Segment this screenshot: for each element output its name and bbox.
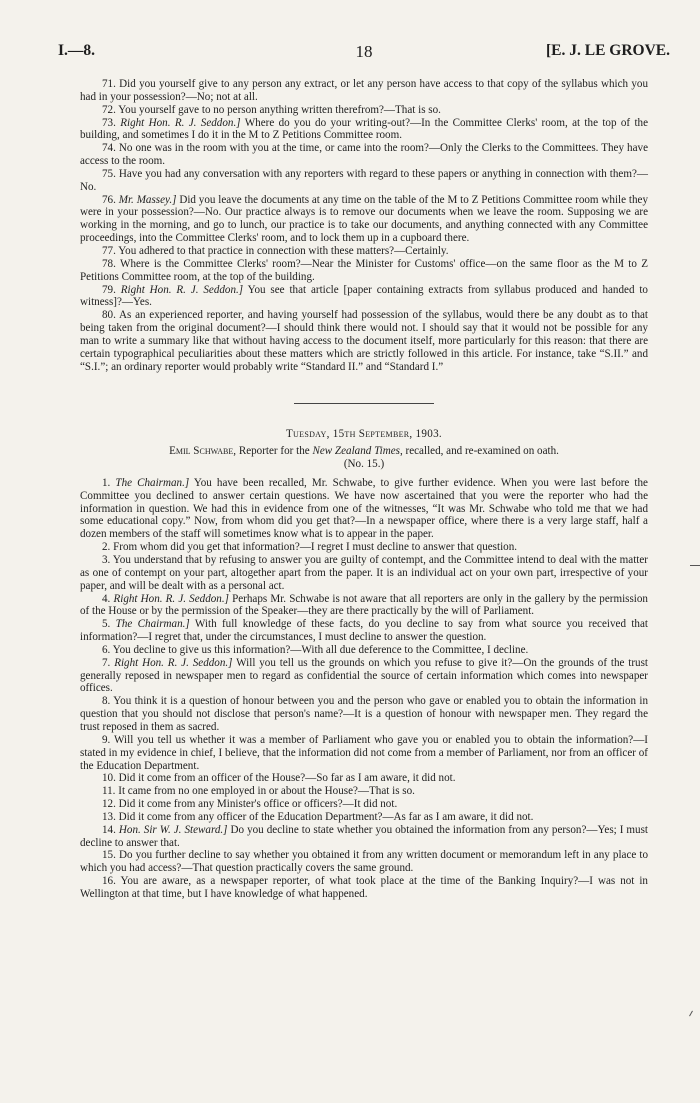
question-number: 2.	[102, 541, 111, 554]
question-number: 6.	[102, 643, 111, 656]
session-date	[80, 428, 648, 441]
question-number: 12.	[102, 798, 116, 811]
question-paragraph	[80, 785, 648, 798]
speaker-name: Right Hon. R. J. Seddon.]	[114, 656, 233, 669]
evidence-section-schwabe	[80, 477, 648, 901]
speaker-name: Mr. Massey.]	[118, 193, 177, 206]
question-paragraph	[80, 734, 648, 773]
question-text: You understand that by refusing to answer you are guilty of contempt, and the Committee intend to deal with the matter as one of contempt on your part, altogether apart from the paper. It is an individual act on your own part, irrespective of your paper, and will be dealt with as a personal act.	[80, 554, 648, 592]
question-number: 15.	[102, 849, 116, 862]
speaker-name: Hon. Sir W. J. Steward.]	[118, 823, 228, 836]
session-day: Tuesday,	[285, 428, 333, 441]
question-number: 72.	[102, 103, 116, 116]
margin-mark	[690, 565, 700, 566]
page-number: 18	[355, 42, 373, 61]
question-text: Perhaps Mr. Schwabe is not aware that all reporters are only in the gallery by the permission of the House or by the permission of the Speaker—they are there practically by the will of Parliament.	[80, 592, 648, 618]
witness-tail: , recalled, and re-examined on oath.	[399, 445, 559, 458]
question-number: 1.	[102, 476, 111, 489]
question-number: 11.	[102, 785, 116, 798]
margin-mark	[689, 1011, 693, 1017]
question-paragraph	[80, 284, 648, 310]
question-paragraph	[80, 849, 648, 875]
question-text: Did it come from any officer of the Education Department?—As far as I am aware, it did not.	[118, 810, 534, 823]
speaker-name: The Chairman.]	[115, 618, 190, 631]
witness-running-head: [E. J. LE GROVE.	[545, 42, 670, 59]
question-paragraph	[80, 194, 648, 245]
speaker-name: Right Hon. R. J. Seddon.]	[113, 592, 229, 605]
question-paragraph	[80, 875, 648, 901]
question-text: Did you yourself give to any person any extract, or let any person have access to that copy of the syllabus which you had in your possession?—No; not at all.	[80, 78, 649, 103]
question-text: Where is the Committee Clerks' room?—Near the Minister for Customs' office—on the same floor as the M to Z Petitions Committee room, at the top of the building.	[80, 257, 648, 283]
question-text: You are aware, as a newspaper reporter, of what took place at the time of the Banking Inquiry?—I was not in Wellington at that time, but I have knowledge of what happened.	[80, 875, 648, 900]
question-text: You yourself gave to no person anything written therefrom?—That is so.	[118, 103, 441, 116]
question-text: You think it is a question of honour between you and the person who gave or enabled you to obtain the information in question that you should not disclose that person's name?—It is a question of honour with newspaper men. They regard the trust reposed in them as sacred.	[80, 695, 648, 733]
witness-number: (No. 15.)	[343, 458, 385, 471]
witness-role: , Reporter for the	[233, 445, 313, 458]
question-text: No one was in the room with you at the time, or came into the room?—Only the Clerks to the Committees. They have access to the room.	[80, 142, 648, 168]
question-paragraph	[80, 798, 648, 811]
question-text: With full knowledge of these facts, do you decline to say from what source you received that information?—I regret that, under the circumstances, I must decline to answer the question.	[80, 618, 648, 644]
question-number: 74.	[102, 142, 116, 155]
page-header	[58, 42, 670, 64]
question-number: 5.	[102, 618, 111, 631]
question-paragraph	[80, 811, 648, 824]
question-paragraph	[80, 309, 648, 373]
question-paragraph	[80, 117, 648, 143]
question-number: 10.	[102, 772, 116, 785]
question-paragraph	[80, 142, 648, 168]
question-number: 78.	[102, 257, 116, 270]
question-number: 79.	[102, 283, 116, 296]
question-number: 16.	[102, 875, 116, 888]
question-paragraph	[80, 258, 648, 284]
question-number: 7.	[102, 656, 111, 669]
question-text: Did you leave the documents at any time on the table of the M to Z Petitions Committee room while they were in your possession?—No. Our practice always is to remove our documents when we leave the room. Supposing we are working in the morning, and go to lunch, our practice is to take our documents, and anything connected with any Committee proceedings, into the Committee Clerks' room, and to lock them up in a cupboard there.	[80, 193, 649, 245]
session-date-text: 15th September, 1903.	[332, 428, 443, 441]
question-text: Will you tell us the grounds on which you refuse to give it?—On the grounds of the trust generally reposed in newspaper men to regard as confidential the source of certain information which comes into newspaper offices.	[80, 656, 648, 695]
evidence-section-le-grove	[80, 78, 648, 373]
question-paragraph	[80, 695, 648, 734]
document-body	[80, 78, 648, 901]
question-number: 71.	[102, 78, 116, 90]
section-divider	[294, 403, 434, 404]
question-text: You have been recalled, Mr. Schwabe, to give further evidence. When you were last before the Committee you declined to answer certain questions. We have now ascertained that you were the reporter who had the information in question. We had this in evidence from one of the witnesses, “It was Mr. Schwabe who told me that we had some educational copy.” Now, from whom did you get that?—In a newspaper office, where there is a very large staff, half a dozen members of the staff will sometimes know what is to appear in the paper.	[80, 476, 648, 541]
question-paragraph	[80, 593, 648, 619]
question-number: 13.	[102, 810, 116, 823]
question-text: Will you tell us whether it was a member of Parliament who gave you or enabled you to obtain the information?—I stated in my evidence in chief, I believe, that the information did not come from a member of Parliament, nor from an officer of the Education Department.	[80, 733, 648, 772]
question-paragraph	[80, 168, 648, 194]
question-number: 77.	[102, 244, 116, 257]
question-paragraph	[80, 824, 648, 850]
question-number: 76.	[102, 193, 116, 206]
witness-heading	[80, 445, 648, 458]
witness-paper: New Zealand Times	[312, 445, 400, 458]
question-text: Did it come from an officer of the House?—So far as I am aware, it did not.	[118, 772, 456, 785]
question-text: You adhered to that practice in connection with these matters?—Certainly.	[118, 244, 449, 257]
question-number: 75.	[102, 167, 116, 180]
speaker-name: Right Hon. R. J. Seddon.]	[120, 116, 241, 129]
question-paragraph	[80, 618, 648, 644]
question-number: 4.	[102, 592, 111, 605]
question-paragraph	[80, 477, 648, 541]
question-text: You decline to give us this information?—With all due deference to the Committee, I decline.	[112, 643, 529, 656]
question-paragraph	[80, 245, 648, 258]
witness-name: Emil Schwabe	[169, 445, 234, 458]
question-number: 73.	[102, 116, 116, 129]
question-text: Do you further decline to say whether you obtained it from any written document or memorandum left in any place to which you had access?—That question practically covers the same ground.	[80, 849, 648, 875]
question-text: You see that article [paper containing extracts from syllabus produced and handed to witness]?—Yes.	[80, 283, 648, 309]
question-number: 9.	[102, 733, 111, 746]
question-paragraph	[80, 657, 648, 696]
question-text: Do you decline to state whether you obtained the information from any person?—Yes; I must decline to answer that.	[80, 823, 649, 849]
speaker-name: Right Hon. R. J. Seddon.]	[120, 283, 244, 296]
question-number: 14.	[102, 823, 116, 836]
question-paragraph	[80, 644, 648, 657]
question-number: 80.	[102, 309, 116, 322]
question-paragraph	[80, 772, 648, 785]
question-text: As an experienced reporter, and having yourself had possession of the syllabus, would there be any doubt as to that being taken from the original document?—I should think there would not. I should say that it would not be possible for any man to write a summary like that without having access to the document itself, more particularly for this reason: that there are certain typographical peculiarities about these matters which are strictly followed in this article. For instance, take “S.II.” and “S.I.”; an ordinary reporter would probably write “Standard II.” and “Standard I.”	[80, 309, 648, 373]
question-paragraph	[80, 78, 648, 104]
question-text: Did it come from any Minister's office or officers?—It did not.	[118, 798, 398, 811]
question-paragraph	[80, 104, 648, 117]
question-paragraph	[80, 554, 648, 593]
question-number: 8.	[102, 695, 111, 708]
question-number: 3.	[102, 554, 111, 566]
paper-reference: I.—8.	[58, 42, 96, 59]
question-text: Have you had any conversation with any reporters with regard to these papers or anything in connection with them?—No.	[80, 167, 648, 193]
question-paragraph	[80, 541, 648, 554]
question-text: From whom did you get that information?—I regret I must decline to answer that question.	[113, 541, 518, 554]
question-text: It came from no one employed in or about the House?—That is so.	[118, 785, 415, 798]
speaker-name: The Chairman.]	[115, 476, 190, 489]
question-text: Where do you do your writing-out?—In the Committee Clerks' room, at the top of the building, and sometimes I do it in the M to Z Petitions Committee room.	[80, 116, 649, 142]
